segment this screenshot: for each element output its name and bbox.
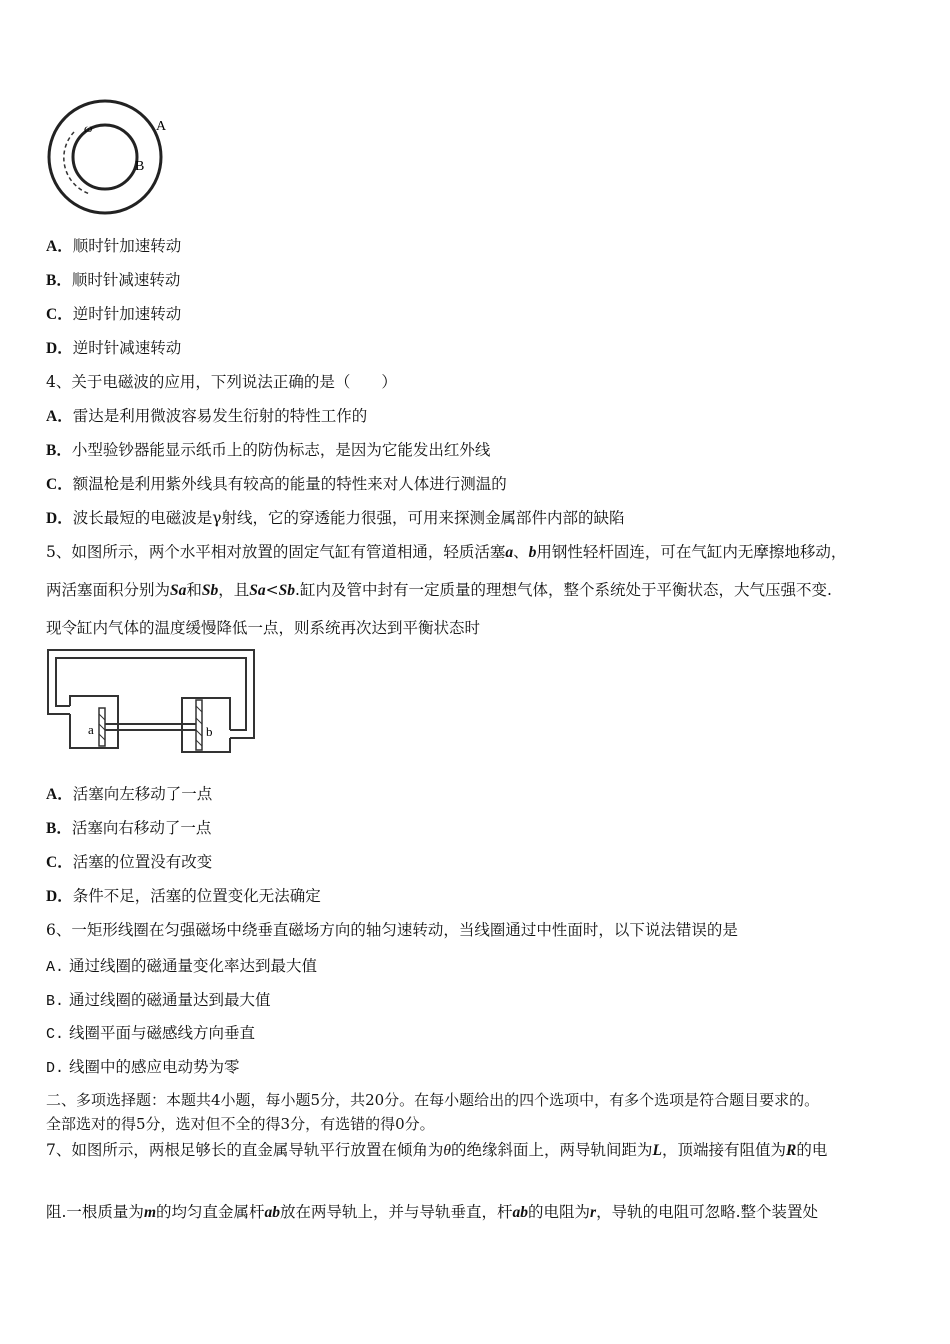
q7-stem-line2: 阻.一根质量为m的均匀直金属杆ab放在两导轨上，并与导轨垂直，杆ab的电阻为r，导轨的电阻可忽略.整个装置处	[46, 1203, 819, 1221]
label-b: B	[135, 159, 145, 174]
q5-option-a: A．活塞向左移动了一点	[46, 785, 213, 803]
q7-stem-line1: 7、如图所示，两根足够长的直金属导轨平行放置在倾角为θ的绝缘斜面上，两导轨间距为L，顶端接有阻值为R的电	[46, 1141, 828, 1159]
q3-option-b: B．顺时针减速转动	[46, 271, 181, 289]
q4-option-d: D．波长最短的电磁波是γ射线，它的穿透能力很强，可用来探测金属部件内部的缺陷	[46, 509, 625, 527]
q6-option-a: A. 通过线圈的磁通量变化率达到最大值	[46, 957, 317, 976]
q4-option-c: C．额温枪是利用紫外线具有较高的能量的特性来对人体进行测温的	[46, 475, 507, 493]
q5-stem-line3: 现令缸内气体的温度缓慢降低一点，则系统再次达到平衡状态时	[46, 619, 481, 637]
q6-option-d: D. 线圈中的感应电动势为零	[46, 1058, 240, 1077]
q5-stem-line2: 两活塞面积分别为Sa和Sb，且Sa<Sb.缸内及管中封有一定质量的理想气体，整个系统处于平衡状态，大气压强不变.	[46, 581, 832, 599]
section2-heading-line1: 二、多项选择题：本题共4小题，每小题5分，共20分。在每小题给出的四个选项中，有多个选项是符合题目要求的。	[46, 1091, 820, 1109]
q3-option-a: A．顺时针加速转动	[46, 237, 182, 255]
ring-b	[73, 125, 137, 189]
q6-option-b: B. 通过线圈的磁通量达到最大值	[46, 991, 271, 1010]
figure-rings	[44, 98, 174, 218]
q4-option-b: B．小型验钞器能显示纸币上的防伪标志，是因为它能发出红外线	[46, 441, 491, 459]
label-piston-a: a	[88, 722, 94, 737]
label-piston-b: b	[206, 724, 213, 739]
q4-option-a: A．雷达是利用微波容易发生衍射的特性工作的	[46, 407, 368, 425]
section2-heading-line2: 全部选对的得5分，选对但不全的得3分，有选错的得0分。	[46, 1115, 435, 1133]
q5-option-d: D．条件不足，活塞的位置变化无法确定	[46, 887, 321, 905]
cylinder-a	[70, 696, 118, 748]
label-a: A	[156, 119, 167, 134]
q6-stem: 6、一矩形线圈在匀强磁场中绕垂直磁场方向的轴匀速转动，当线圈通过中性面时，以下说法错误的是	[46, 921, 738, 939]
q6-option-c: C. 线圈平面与磁感线方向垂直	[46, 1024, 255, 1043]
label-omega: ω	[84, 121, 93, 135]
q3-option-d: D．逆时针减速转动	[46, 339, 182, 357]
q5-stem-line1: 5、如图所示，两个水平相对放置的固定气缸有管道相通，轻质活塞a、b用钢性轻杆固连，可在气缸内无摩擦地移动，	[46, 543, 847, 561]
ring-a-outer	[49, 101, 161, 213]
q4-stem: 4、关于电磁波的应用，下列说法正确的是（ ）	[46, 373, 397, 391]
figure-cylinders	[44, 648, 258, 754]
pipe-inner	[56, 658, 246, 730]
q5-option-b: B．活塞向右移动了一点	[46, 819, 212, 837]
q3-option-c: C．逆时针加速转动	[46, 305, 182, 323]
q5-option-c: C．活塞的位置没有改变	[46, 853, 213, 871]
